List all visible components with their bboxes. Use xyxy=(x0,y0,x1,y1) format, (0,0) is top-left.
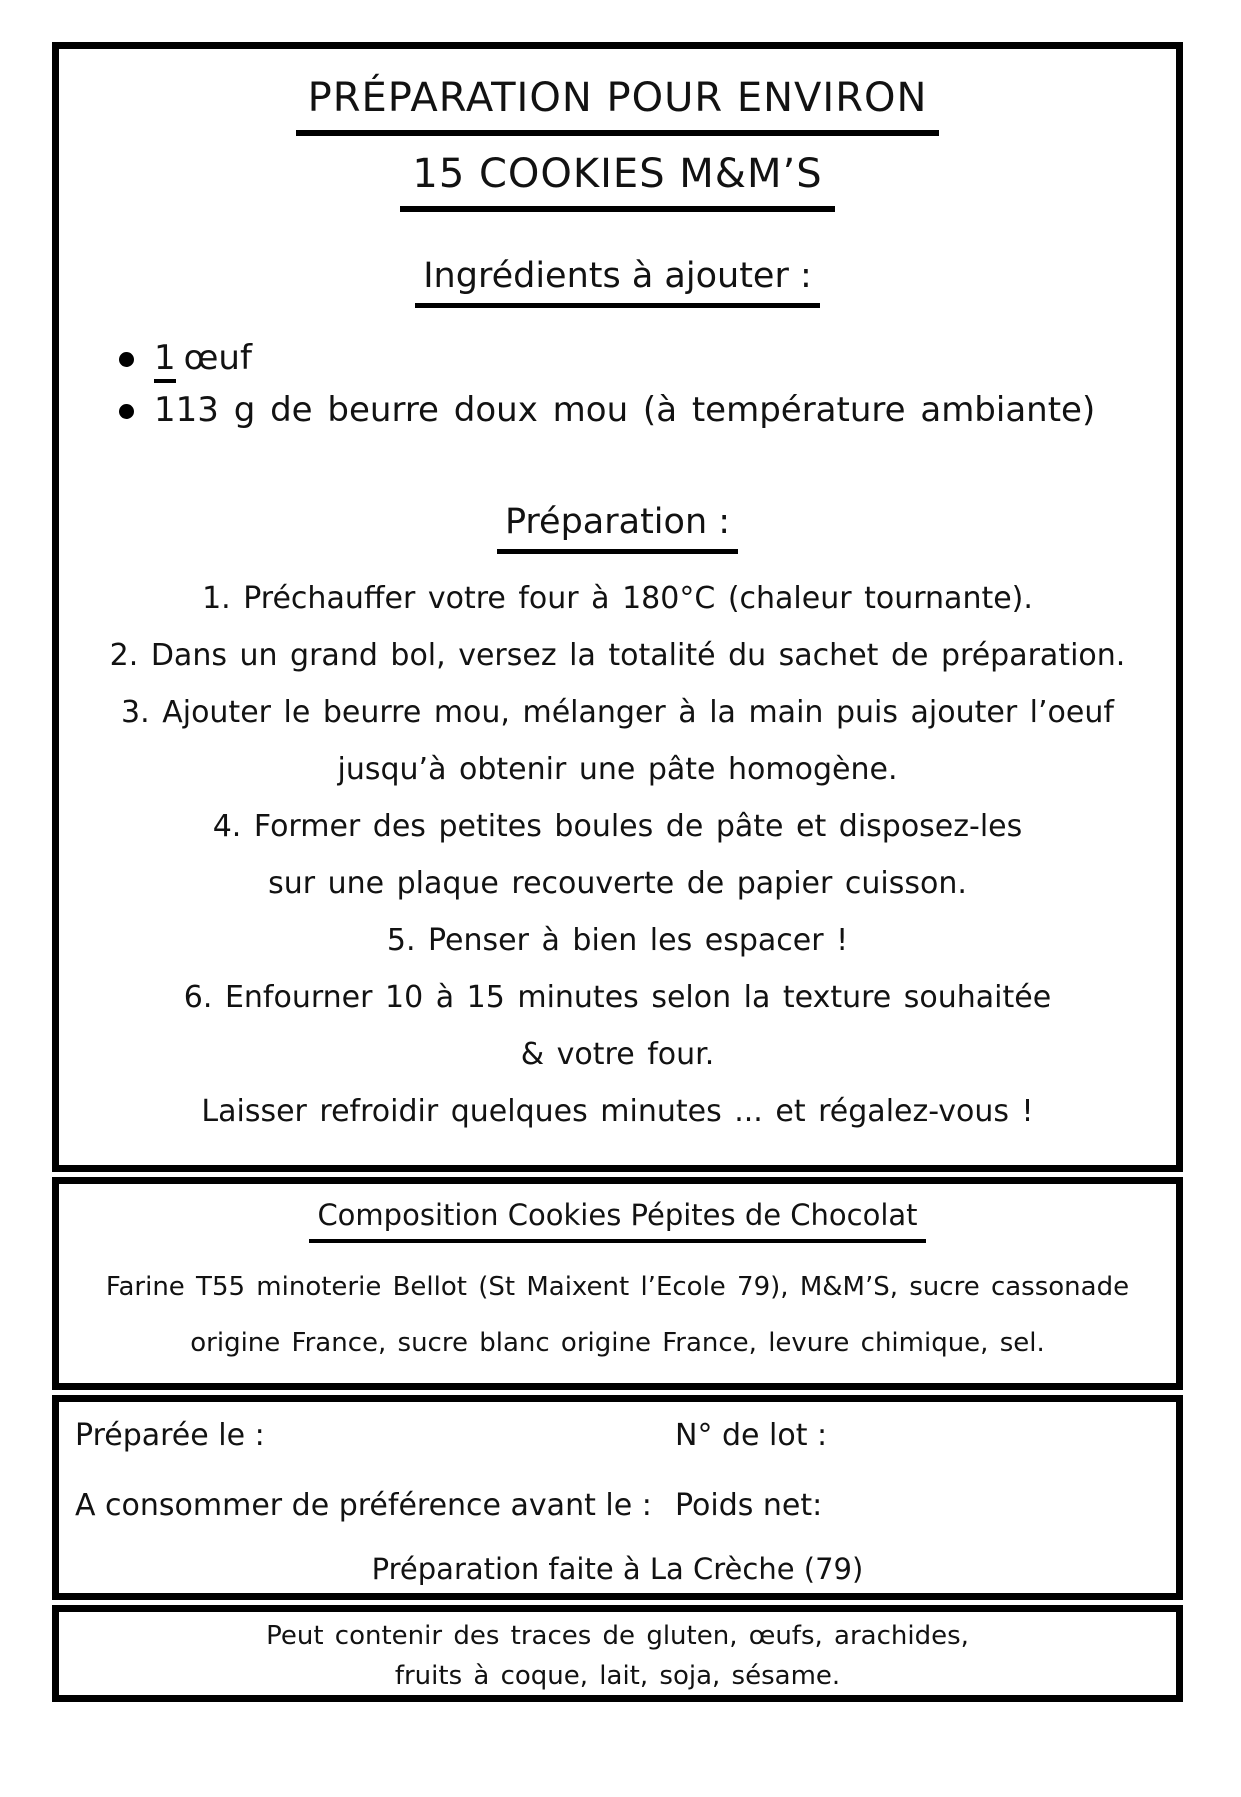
ingredient-qty: 1 xyxy=(154,338,176,383)
ingredient-text: œuf xyxy=(183,338,252,378)
composition-text xyxy=(59,1259,1176,1371)
ingredients-list xyxy=(59,332,1176,436)
composition-text-line: Farine T55 minoterie Bellot (St Maixent l’Ecole 79), M&M’S, sucre cassonade xyxy=(105,1272,1130,1302)
closing-line: Laisser refroidir quelques minutes ... et régalez-vous ! xyxy=(201,1094,1034,1129)
composition-text-line: origine France, sucre blanc origine France, levure chimique, sel. xyxy=(190,1328,1045,1358)
page-title-line-1: PRÉPARATION POUR ENVIRON xyxy=(296,75,940,136)
composition-box xyxy=(52,1177,1183,1390)
page-title-line-2: 15 COOKIES M&M’S xyxy=(400,151,834,212)
allergen-box xyxy=(52,1605,1183,1702)
ingredients-heading-row xyxy=(59,256,1176,308)
step-line: sur une plaque recouverte de papier cuisson. xyxy=(268,866,967,901)
made-in-note: Préparation faite à La Crèche (79) xyxy=(371,1552,864,1586)
traceability-row-2 xyxy=(75,1486,1176,1526)
ingredient-item-egg xyxy=(119,332,1176,384)
lot-number-label: N° de lot : xyxy=(675,1418,828,1453)
best-before-label: A consommer de préférence avant le : xyxy=(75,1488,652,1523)
step-line: & votre four. xyxy=(520,1037,715,1072)
bullet-icon xyxy=(119,352,134,367)
traceability-box xyxy=(52,1395,1183,1600)
step-line: 5. Penser à bien les espacer ! xyxy=(386,923,849,958)
traceability-row-1 xyxy=(75,1416,1176,1456)
title-line-1-row xyxy=(59,75,1176,136)
step-line: 2. Dans un grand bol, versez la totalité du sachet de préparation. xyxy=(109,638,1126,673)
step-line: jusqu’à obtenir une pâte homogène. xyxy=(337,752,898,787)
label-page xyxy=(0,42,1241,1702)
title-line-2-row xyxy=(59,151,1176,212)
composition-heading-row xyxy=(59,1198,1176,1243)
preparation-heading-row xyxy=(59,502,1176,554)
preparation-steps xyxy=(59,570,1176,1083)
ingredients-heading: Ingrédients à ajouter : xyxy=(415,256,820,308)
step-line: 1. Préchauffer votre four à 180°C (chaleur tournante). xyxy=(202,581,1033,616)
ingredient-item-butter xyxy=(119,384,1176,436)
step-line: 6. Enfourner 10 à 15 minutes selon la texture souhaitée xyxy=(183,980,1052,1015)
bullet-icon xyxy=(119,404,134,419)
prepared-date-label: Préparée le : xyxy=(75,1418,265,1453)
allergen-line: fruits à coque, lait, soja, sésame. xyxy=(394,1661,841,1691)
preparation-heading: Préparation : xyxy=(497,502,738,554)
net-weight-label: Poids net: xyxy=(675,1488,823,1523)
step-line: 4. Former des petites boules de pâte et disposez-les xyxy=(212,809,1023,844)
main-box xyxy=(52,42,1183,1172)
ingredient-text: 113 g de beurre doux mou (à température ambiante) xyxy=(154,390,1096,430)
step-line: 3. Ajouter le beurre mou, mélanger à la main puis ajouter l’oeuf xyxy=(121,695,1114,730)
allergen-line: Peut contenir des traces de gluten, œufs, arachides, xyxy=(266,1621,969,1651)
composition-heading: Composition Cookies Pépites de Chocolat xyxy=(309,1198,925,1243)
